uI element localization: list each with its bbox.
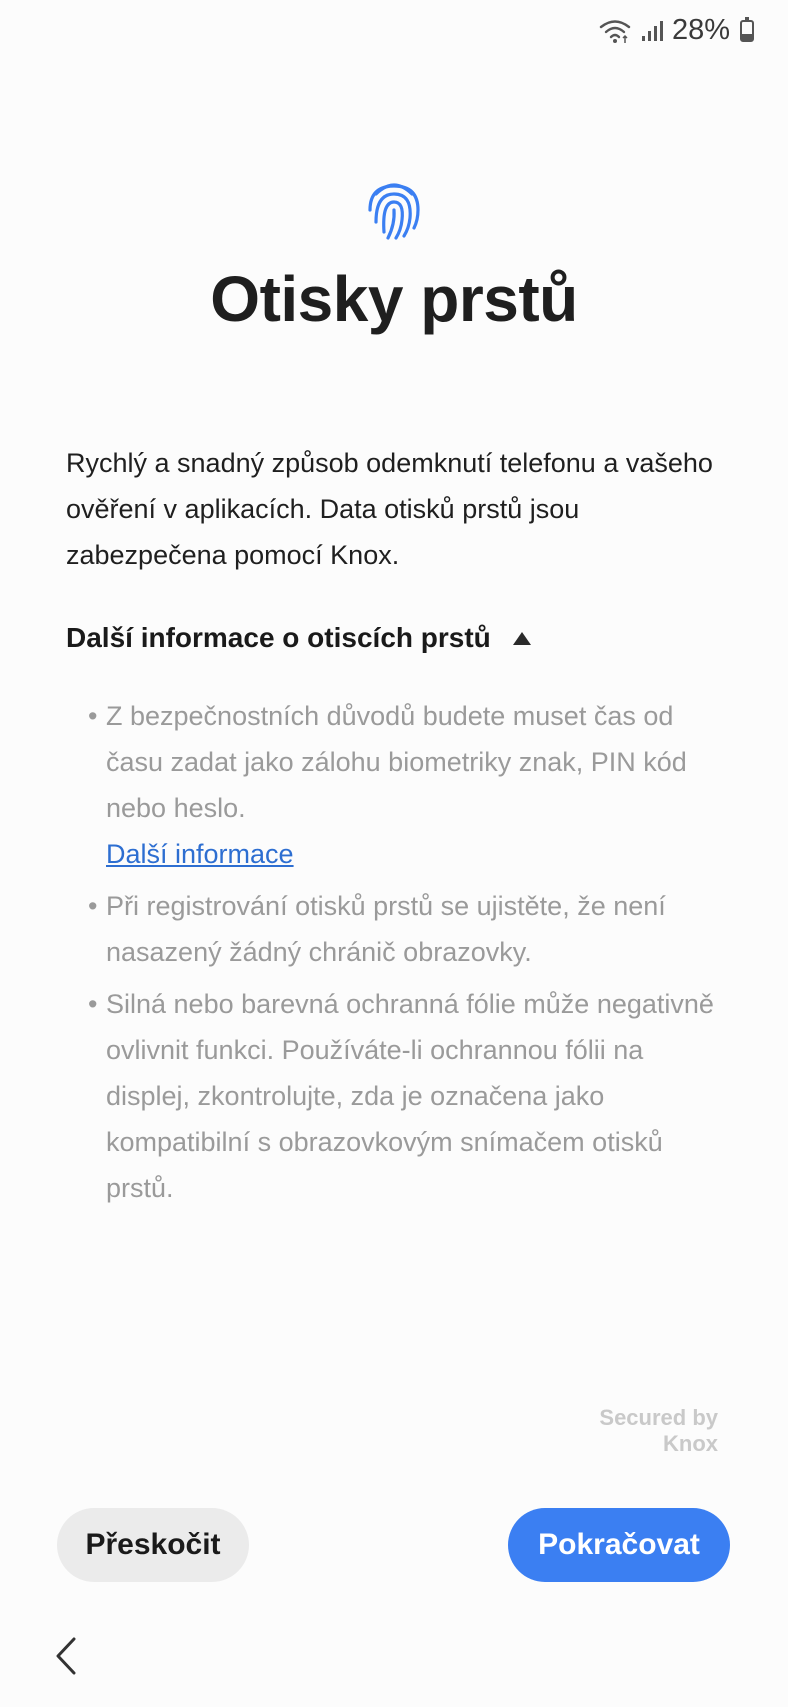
status-bar — [598, 14, 754, 47]
signal-icon — [640, 19, 664, 43]
page-title: Otisky prstů — [210, 263, 578, 335]
list-item: • Při registrování otisků prstů se ujistěte, že není nasazený žádný chránič obrazovky. — [88, 891, 666, 967]
list-item-text: Silná nebo barevná ochranná fólie může negativně ovlivnit funkci. Používáte-li ochrannou fólii na displej, zkontrolujte, zda je označena jako kompatibilní s obrazovkovým snímačem otisků prstů. — [106, 989, 714, 1203]
list-item: • Z bezpečnostních důvodů budete muset čas od času zadat jako zálohu biometriky znak, PIN kód nebo heslo. Další informace — [88, 693, 728, 877]
list-item-text: Z bezpečnostních důvodů budete muset čas od času zadat jako zálohu biometriky znak, PIN kód nebo heslo. — [106, 701, 687, 823]
battery-percentage: 28% — [671, 14, 730, 46]
more-info-link[interactable]: Další informace — [106, 839, 294, 869]
continue-button[interactable]: Pokračovat — [508, 1508, 730, 1582]
list-item-text: Při registrování otisků prstů se ujistěte, že není nasazený žádný chránič obrazovky. — [106, 891, 666, 967]
wifi-icon — [598, 18, 632, 44]
skip-button[interactable]: Přeskočit — [57, 1508, 249, 1582]
more-info-list — [88, 693, 728, 1217]
collapse-caret-icon — [513, 632, 531, 645]
list-item: • Silná nebo barevná ochranná fólie může negativně ovlivnit funkci. Používáte-li ochrannou fólii na displej, zkontrolujte, zda je označena jako kompatibilní s obrazovkovým snímačem otisků prstů. — [88, 989, 714, 1203]
intro-text: Rychlý a snadný způsob odemknutí telefonu a vašeho ověření v aplikacích. Data otisků prstů jsou zabezpečena pomocí Knox. — [66, 448, 713, 570]
more-info-heading: Další informace o otiscích prstů — [66, 622, 491, 653]
back-chevron-icon[interactable] — [54, 1636, 78, 1676]
secured-by-knox-logo: Secured by Knox — [599, 1405, 718, 1456]
battery-icon — [740, 20, 754, 42]
more-info-toggle[interactable] — [66, 622, 531, 654]
battery-level — [742, 34, 752, 39]
fingerprint-icon — [362, 178, 426, 242]
